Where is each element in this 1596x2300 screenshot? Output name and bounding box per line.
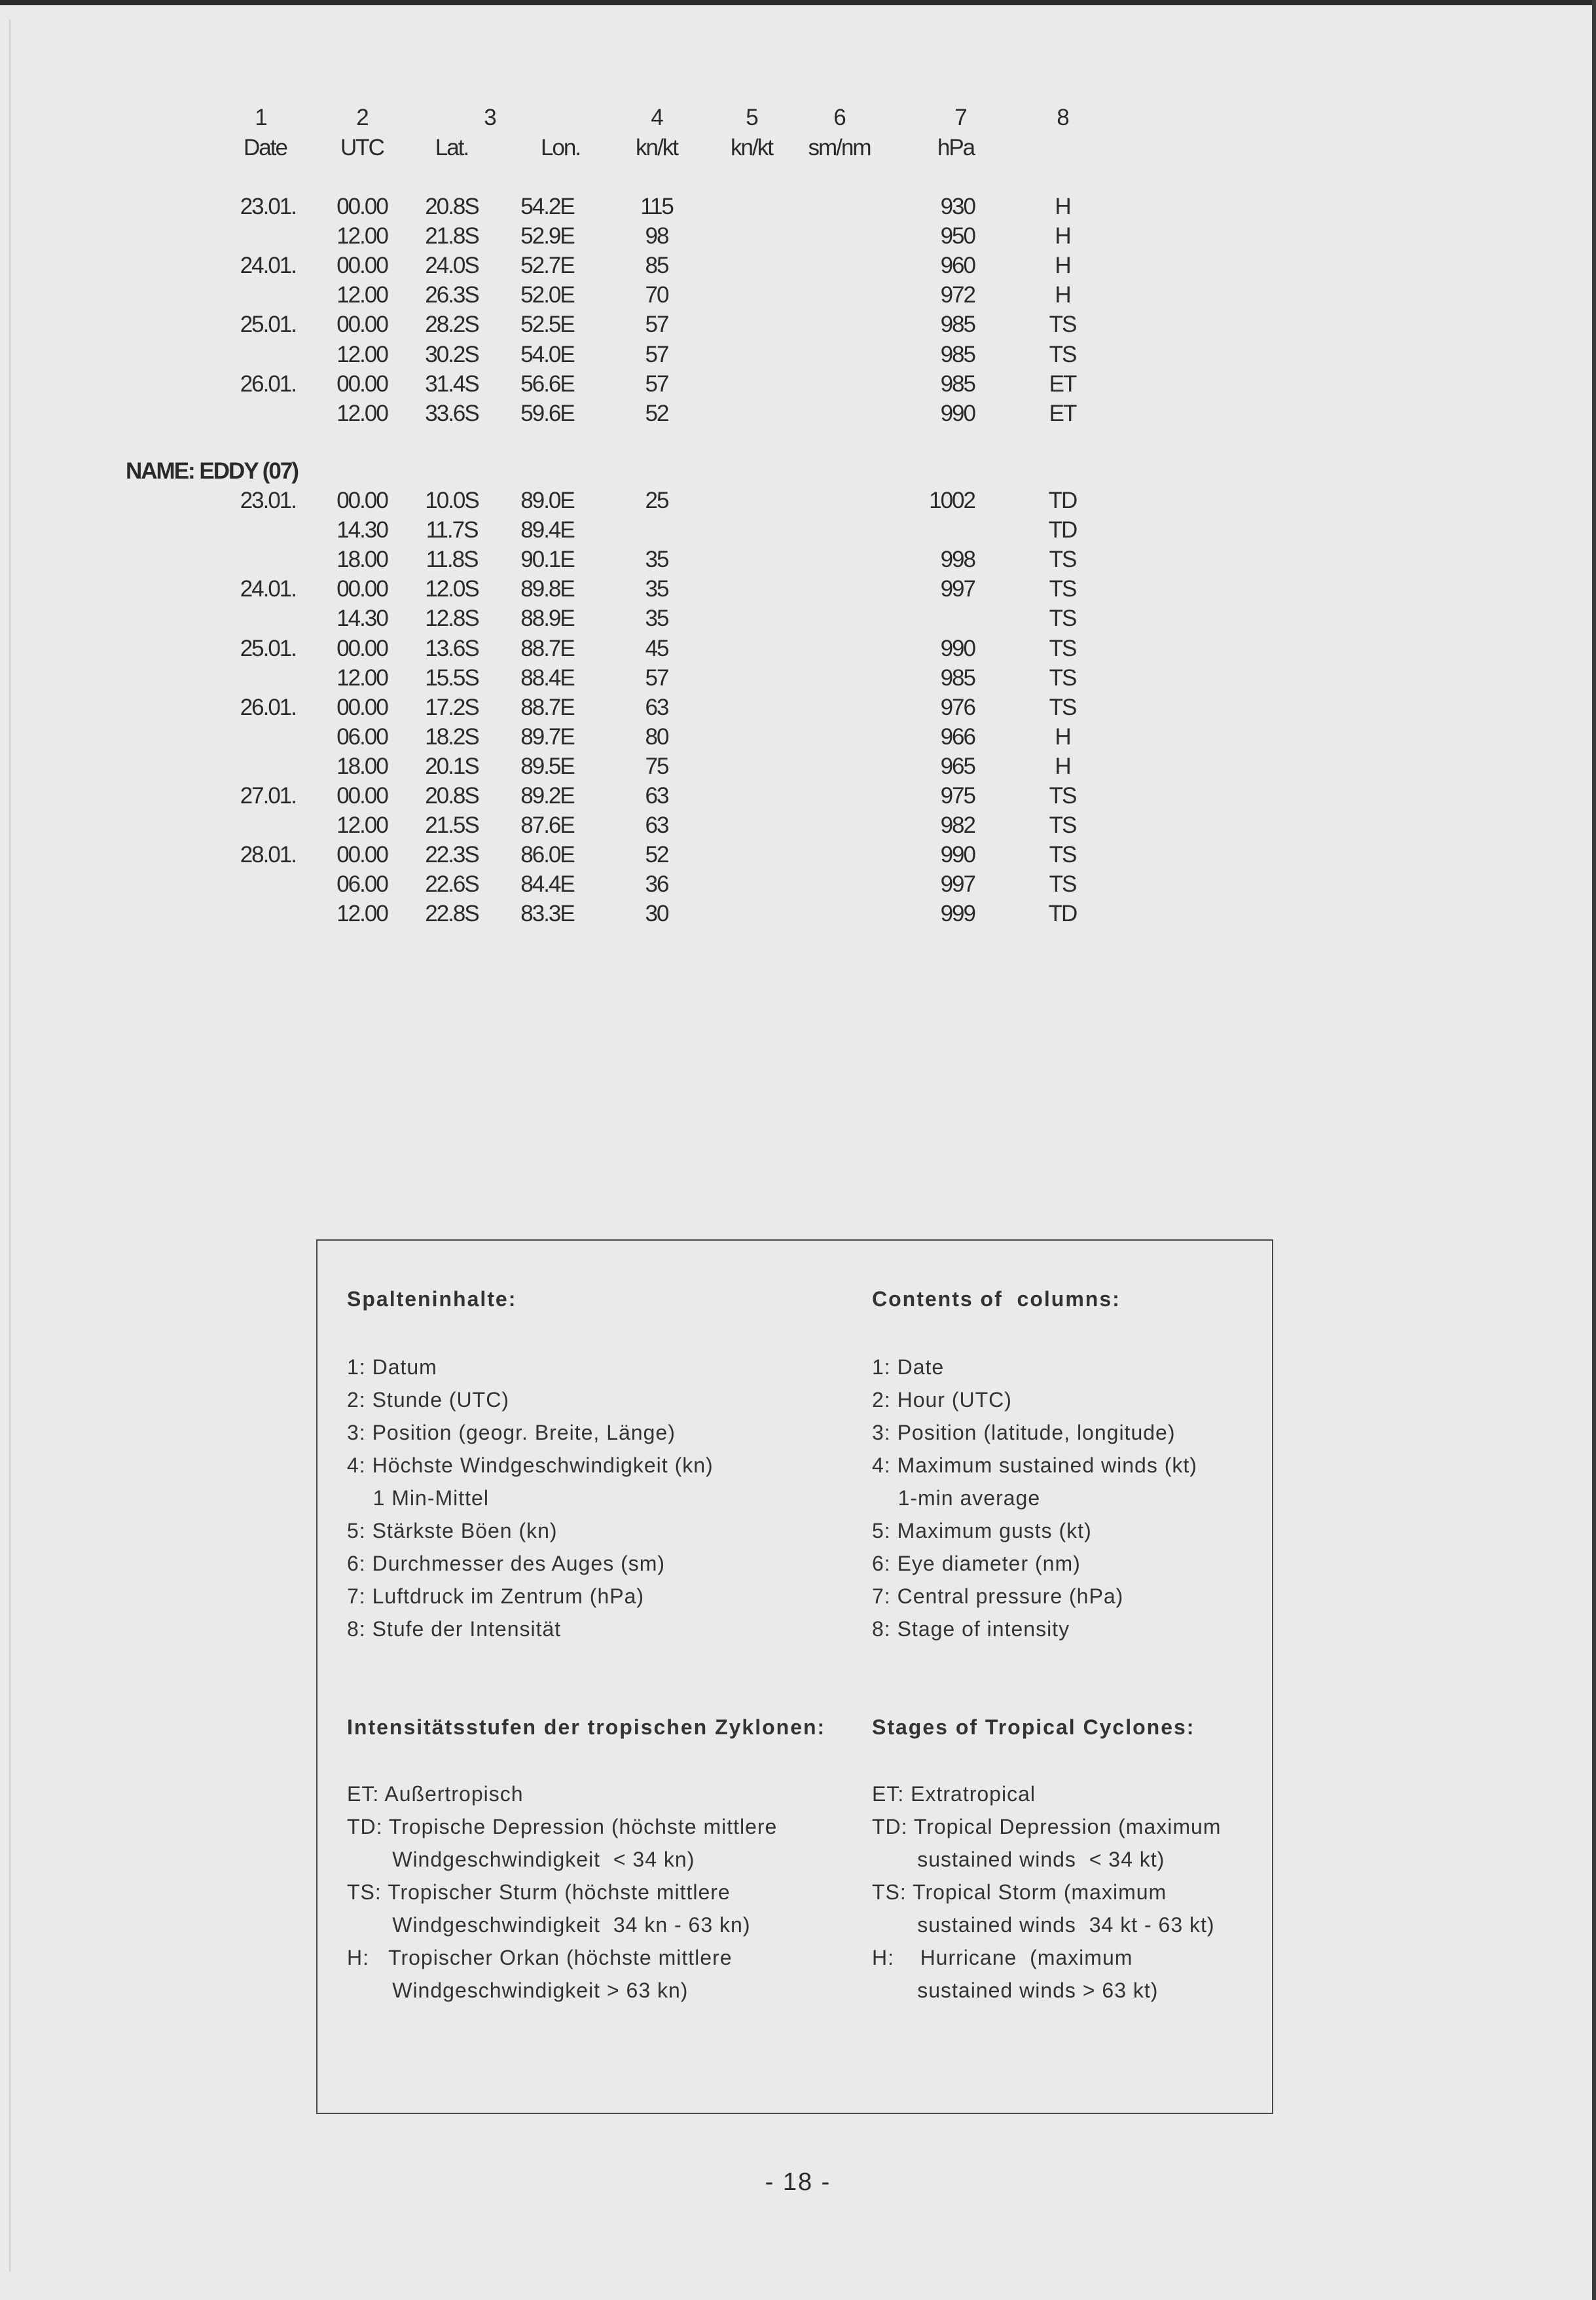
- cell-stage: TS: [1049, 842, 1076, 868]
- legend-stages-title: Stages of Tropical Cyclones:: [872, 1715, 1195, 1739]
- cell-lon: 83.3E: [520, 901, 574, 927]
- cell-utc: 14.30: [336, 606, 388, 632]
- cell-stage: TS: [1049, 576, 1076, 602]
- legend-stage-item: sustained winds < 34 kt): [872, 1848, 1165, 1871]
- legend-stage-item: H: Hurricane (maximum: [872, 1946, 1133, 1969]
- legend-stage-item: sustained winds > 63 kt): [872, 1979, 1159, 2002]
- cell-date: 23.01.: [240, 194, 296, 219]
- legend-column-item: 8: Stage of intensity: [872, 1617, 1070, 1641]
- cell-lat: 12.8S: [425, 606, 479, 632]
- column-number: 7: [954, 105, 966, 130]
- legend-column-item: 2: Hour (UTC): [872, 1388, 1012, 1412]
- cell-stage: H: [1055, 194, 1070, 219]
- cell-stage: TS: [1049, 635, 1076, 661]
- legend-stage-item: ET: Extratropical: [872, 1782, 1036, 1806]
- legend-stage-item: ET: Außertropisch: [347, 1782, 524, 1806]
- cell-wind: 57: [645, 312, 668, 338]
- cell-press: 990: [940, 635, 975, 661]
- cell-lat: 30.2S: [425, 341, 479, 367]
- cell-lon: 52.9E: [520, 223, 574, 249]
- cell-lat: 31.4S: [425, 371, 479, 397]
- cell-press: 975: [940, 783, 975, 809]
- cell-lat: 13.6S: [425, 635, 479, 661]
- legend-stage-item: H: Tropischer Orkan (höchste mittlere: [347, 1946, 733, 1969]
- column-number: 2: [356, 105, 368, 130]
- column-number: 4: [651, 105, 662, 130]
- cell-wind: 52: [645, 842, 668, 868]
- cell-press: 965: [940, 753, 975, 779]
- cell-stage: TD: [1048, 517, 1077, 543]
- cell-utc: 18.00: [336, 547, 388, 573]
- cell-lat: 11.8S: [426, 547, 478, 573]
- cell-press: 985: [940, 371, 975, 397]
- legend-column-item: 1: Date: [872, 1355, 945, 1379]
- cell-stage: ET: [1049, 400, 1076, 426]
- cell-lon: 59.6E: [520, 400, 574, 426]
- cell-lat: 12.0S: [425, 576, 479, 602]
- page-number: - 18 -: [765, 2168, 831, 2196]
- cell-press: 990: [940, 400, 975, 426]
- cell-press: 1002: [929, 488, 975, 513]
- legend-column-item: 6: Eye diameter (nm): [872, 1552, 1081, 1575]
- cell-wind: 35: [645, 606, 668, 632]
- legend-column-item: 1 Min-Mittel: [347, 1486, 489, 1510]
- cell-press: 966: [940, 723, 975, 750]
- column-unit: UTC: [340, 135, 384, 160]
- legend-column-item: 6: Durchmesser des Auges (sm): [347, 1552, 666, 1575]
- cell-wind: 35: [645, 547, 668, 573]
- cell-lat: 26.3S: [425, 282, 479, 308]
- legend-stage-item: Windgeschwindigkeit 34 kn - 63 kn): [347, 1913, 751, 1937]
- cell-date: 28.01.: [240, 842, 296, 868]
- cell-lat: 33.6S: [425, 400, 479, 426]
- legend-stage-item: Windgeschwindigkeit < 34 kn): [347, 1848, 695, 1871]
- legend-stage-item: TD: Tropische Depression (höchste mittlere: [347, 1815, 778, 1838]
- cell-lat: 20.1S: [425, 753, 479, 779]
- cell-utc: 00.00: [336, 488, 388, 513]
- cell-utc: 18.00: [336, 753, 388, 779]
- column-number: 8: [1057, 105, 1068, 130]
- cell-utc: 14.30: [336, 517, 388, 543]
- cell-utc: 00.00: [336, 783, 388, 809]
- cell-press: 985: [940, 665, 975, 691]
- cell-lat: 17.2S: [425, 694, 479, 720]
- legend-column-item: 8: Stufe der Intensität: [347, 1617, 562, 1641]
- cell-lat: 15.5S: [425, 665, 479, 691]
- cell-wind: 57: [645, 341, 668, 367]
- cell-press: 982: [940, 812, 975, 839]
- cell-stage: TS: [1049, 547, 1076, 573]
- column-number: 1: [255, 105, 266, 130]
- legend-box: [316, 1239, 1273, 2114]
- cell-lon: 89.0E: [520, 488, 574, 513]
- cell-lon: 54.0E: [520, 341, 574, 367]
- cell-press: 930: [940, 194, 975, 219]
- cell-wind: 98: [645, 223, 668, 249]
- cell-utc: 00.00: [336, 194, 388, 219]
- legend-column-item: 4: Maximum sustained winds (kt): [872, 1453, 1197, 1477]
- legend-column-item: 5: Stärkste Böen (kn): [347, 1519, 558, 1542]
- legend-stage-item: TS: Tropical Storm (maximum: [872, 1880, 1167, 1904]
- cell-wind: 63: [645, 694, 668, 720]
- cell-lat: 21.8S: [425, 223, 479, 249]
- cell-stage: H: [1055, 723, 1070, 750]
- cell-utc: 12.00: [336, 812, 388, 839]
- cell-lat: 20.8S: [425, 194, 479, 219]
- cell-press: 990: [940, 842, 975, 868]
- cell-stage: TS: [1049, 665, 1076, 691]
- cell-press: 999: [940, 901, 975, 927]
- cell-stage: TS: [1049, 312, 1076, 338]
- cell-utc: 12.00: [336, 901, 388, 927]
- cell-date: 25.01.: [240, 312, 296, 338]
- cell-utc: 00.00: [336, 253, 388, 279]
- cell-press: 976: [940, 694, 975, 720]
- cell-press: 997: [940, 576, 975, 602]
- cell-stage: TD: [1048, 488, 1077, 513]
- cell-press: 998: [940, 547, 975, 573]
- legend-stage-item: Windgeschwindigkeit > 63 kn): [347, 1979, 689, 2002]
- scan-edge-left: [9, 20, 10, 2272]
- legend-stage-item: TS: Tropischer Sturm (höchste mittlere: [347, 1880, 731, 1904]
- legend-column-item: 1: Datum: [347, 1355, 437, 1379]
- cell-wind: 52: [645, 400, 668, 426]
- cell-stage: TS: [1049, 341, 1076, 367]
- cell-stage: TD: [1048, 901, 1077, 927]
- cell-wind: 36: [645, 871, 668, 898]
- column-number: 3: [484, 105, 496, 130]
- cell-lat: 28.2S: [425, 312, 479, 338]
- legend-column-item: 1-min average: [872, 1486, 1041, 1510]
- cell-stage: TS: [1049, 606, 1076, 632]
- cell-lon: 89.8E: [520, 576, 574, 602]
- column-unit: hPa: [937, 135, 975, 160]
- cell-lat: 22.3S: [425, 842, 479, 868]
- cell-lon: 52.7E: [520, 253, 574, 279]
- cell-stage: TS: [1049, 812, 1076, 839]
- column-number: 6: [833, 105, 845, 130]
- cell-lon: 87.6E: [520, 812, 574, 839]
- cell-date: 23.01.: [240, 488, 296, 513]
- cell-stage: ET: [1049, 371, 1076, 397]
- cell-stage: H: [1055, 223, 1070, 249]
- cell-lat: 22.8S: [425, 901, 479, 927]
- cell-lon: 90.1E: [520, 547, 574, 573]
- cell-lon: 88.4E: [520, 665, 574, 691]
- column-number: 5: [746, 105, 757, 130]
- cell-wind: 63: [645, 783, 668, 809]
- cell-press: 950: [940, 223, 975, 249]
- legend-column-item: 5: Maximum gusts (kt): [872, 1519, 1092, 1542]
- cell-stage: H: [1055, 253, 1070, 279]
- cell-wind: 63: [645, 812, 668, 839]
- storm-name-eddy: NAME: EDDY (07): [126, 458, 299, 484]
- cell-stage: H: [1055, 753, 1070, 779]
- legend-columns-title: Spalteninhalte:: [347, 1287, 517, 1311]
- legend-column-item: 3: Position (latitude, longitude): [872, 1421, 1176, 1444]
- cell-date: 26.01.: [240, 694, 296, 720]
- cell-lat: 18.2S: [425, 723, 479, 750]
- cell-lat: 20.8S: [425, 783, 479, 809]
- legend-column-item: 7: Central pressure (hPa): [872, 1584, 1124, 1608]
- cell-stage: TS: [1049, 694, 1076, 720]
- cell-lon: 56.6E: [520, 371, 574, 397]
- cell-lon: 89.7E: [520, 723, 574, 750]
- column-unit: Lon.: [540, 135, 581, 160]
- cell-lon: 54.2E: [520, 194, 574, 219]
- cell-wind: 57: [645, 371, 668, 397]
- cell-lat: 22.6S: [425, 871, 479, 898]
- cell-lon: 84.4E: [520, 871, 574, 898]
- legend-column-item: 3: Position (geogr. Breite, Länge): [347, 1421, 676, 1444]
- legend-columns-title: Contents of columns:: [872, 1287, 1121, 1311]
- cell-utc: 00.00: [336, 635, 388, 661]
- cell-utc: 00.00: [336, 842, 388, 868]
- cell-press: 997: [940, 871, 975, 898]
- cell-stage: TS: [1049, 871, 1076, 898]
- cell-stage: H: [1055, 282, 1070, 308]
- cell-lat: 10.0S: [425, 488, 479, 513]
- cell-wind: 115: [640, 194, 673, 219]
- cell-lon: 86.0E: [520, 842, 574, 868]
- column-unit: sm/nm: [808, 135, 871, 160]
- scan-edge-top: [0, 0, 1596, 5]
- cell-utc: 00.00: [336, 576, 388, 602]
- cell-utc: 12.00: [336, 400, 388, 426]
- cell-date: 25.01.: [240, 635, 296, 661]
- cell-stage: TS: [1049, 783, 1076, 809]
- cell-utc: 12.00: [336, 341, 388, 367]
- scan-edge-right: [1592, 0, 1596, 2300]
- legend-column-item: 7: Luftdruck im Zentrum (hPa): [347, 1584, 645, 1608]
- cell-lon: 52.0E: [520, 282, 574, 308]
- cell-wind: 30: [645, 901, 668, 927]
- cell-lat: 11.7S: [426, 517, 478, 543]
- cell-wind: 35: [645, 576, 668, 602]
- cell-lon: 89.5E: [520, 753, 574, 779]
- cell-press: 960: [940, 253, 975, 279]
- cell-lon: 88.7E: [520, 694, 574, 720]
- cell-wind: 25: [645, 488, 668, 513]
- cell-press: 985: [940, 341, 975, 367]
- cell-utc: 00.00: [336, 694, 388, 720]
- column-unit: kn/kt: [731, 135, 772, 160]
- cell-date: 24.01.: [240, 576, 296, 602]
- cell-press: 985: [940, 312, 975, 338]
- cell-wind: 70: [645, 282, 668, 308]
- cell-wind: 57: [645, 665, 668, 691]
- cell-wind: 85: [645, 253, 668, 279]
- cell-lon: 88.9E: [520, 606, 574, 632]
- cell-utc: 06.00: [336, 871, 388, 898]
- cell-utc: 12.00: [336, 665, 388, 691]
- cell-wind: 80: [645, 723, 668, 750]
- cell-date: 27.01.: [240, 783, 296, 809]
- cell-lon: 88.7E: [520, 635, 574, 661]
- column-unit: Lat.: [435, 135, 469, 160]
- cell-utc: 00.00: [336, 312, 388, 338]
- cell-date: 26.01.: [240, 371, 296, 397]
- legend-stages-title: Intensitätsstufen der tropischen Zyklonen:: [347, 1715, 826, 1739]
- cell-utc: 06.00: [336, 723, 388, 750]
- cell-date: 24.01.: [240, 253, 296, 279]
- legend-stage-item: TD: Tropical Depression (maximum: [872, 1815, 1222, 1838]
- cell-utc: 00.00: [336, 371, 388, 397]
- cell-utc: 12.00: [336, 223, 388, 249]
- legend-column-item: 4: Höchste Windgeschwindigkeit (kn): [347, 1453, 714, 1477]
- cell-lat: 21.5S: [425, 812, 479, 839]
- cell-press: 972: [940, 282, 975, 308]
- column-unit: Date: [244, 135, 287, 160]
- cell-lon: 52.5E: [520, 312, 574, 338]
- column-unit: kn/kt: [636, 135, 678, 160]
- cell-wind: 45: [645, 635, 668, 661]
- legend-column-item: 2: Stunde (UTC): [347, 1388, 509, 1412]
- cell-utc: 12.00: [336, 282, 388, 308]
- cell-lon: 89.2E: [520, 783, 574, 809]
- cell-lon: 89.4E: [520, 517, 574, 543]
- cell-lat: 24.0S: [425, 253, 479, 279]
- cell-wind: 75: [645, 753, 668, 779]
- legend-stage-item: sustained winds 34 kt - 63 kt): [872, 1913, 1215, 1937]
